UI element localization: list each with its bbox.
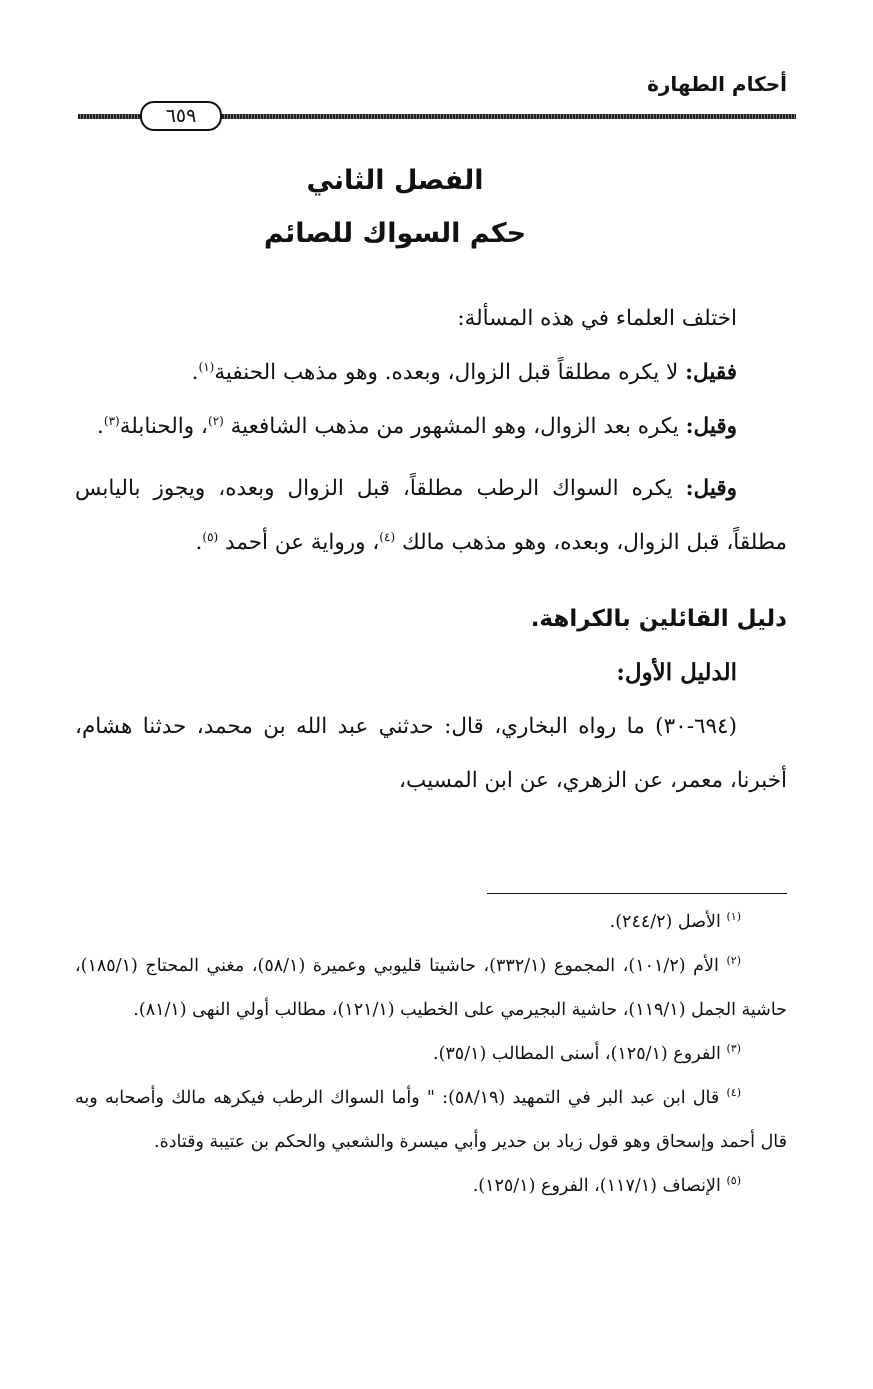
intro-paragraph: اختلف العلماء في هذه المسألة:: [457, 306, 737, 331]
opinion-paragraph: [75, 346, 787, 400]
footnote: [75, 944, 787, 1032]
footnote: [75, 1164, 787, 1208]
opinion-lead: وقيل:: [685, 476, 737, 501]
footnote-number: (١): [726, 910, 741, 924]
hadith-paragraph: (٦٩٤-٣٠) ما رواه البخاري، قال: حدثني عبد الله بن محمد، حدثنا هشام، أخبرنا، معمر، عن الزهري، عن ابن المسيب،: [75, 714, 787, 793]
footnote-text: الإنصاف (١١٧/١)، الفروع (١٢٥/١).: [472, 1176, 721, 1196]
footnote-ref[interactable]: (٣): [103, 413, 120, 428]
opinion-paragraph: [75, 462, 787, 570]
footnotes: [75, 900, 787, 1208]
opinion-text: يكره السواك الرطب مطلقاً، قبل الزوال وبعده، ويجوز باليابس مطلقاً، قبل الزوال، وبعده، وهو مذهب مالك: [75, 476, 787, 555]
section-heading: دليل القائلين بالكراهة.: [530, 606, 787, 632]
footnote-ref[interactable]: (٤): [379, 529, 396, 544]
footnote-ref[interactable]: (٥): [202, 529, 219, 544]
footnote-number: (٤): [726, 1086, 741, 1100]
opinion-tail: .: [195, 530, 203, 555]
running-title: أحكام الطهارة: [647, 72, 787, 96]
body-text: [75, 292, 787, 808]
footnote-text: الأصل (٢٤٤/٢).: [609, 912, 721, 932]
opinion-lead: فقيل:: [685, 360, 737, 385]
footnote-number: (٥): [726, 1174, 741, 1188]
opinion-lead: وقيل:: [685, 414, 737, 439]
subheading: الدليل الأول:: [616, 659, 737, 686]
opinion-text: يكره بعد الزوال، وهو المشهور من مذهب الشافعية: [223, 414, 686, 439]
footnote: [75, 1076, 787, 1164]
chapter-title: حكم السواك للصائم: [263, 218, 527, 249]
footnote-rule: [487, 893, 787, 894]
footnote-number: (٣): [726, 1042, 741, 1056]
chapter-label: الفصل الثاني: [306, 165, 484, 196]
footnote-text: الفروع (١٢٥/١)، أسنى المطالب (٣٥/١).: [433, 1044, 721, 1064]
footnote: [75, 1032, 787, 1076]
footnote-text: قال ابن عبد البر في التمهيد (٥٨/١٩): " وأما السواك الرطب فيكرهه مالك وأصحابه وبه قال أحمد وإسحاق وهو قول زياد بن حدير وأبي ميسرة والشعبي والحكم بن عتيبة وقتادة.: [75, 1088, 787, 1152]
footnote-number: (٢): [726, 954, 741, 968]
opinion-text: لا يكره مطلقاً قبل الزوال، وبعده. وهو مذهب الحنفية: [214, 360, 686, 385]
opinion-mid: ، والحنابلة: [119, 414, 208, 439]
footnote: [75, 900, 787, 944]
page-number: ٦٥٩: [140, 101, 222, 131]
opinion-tail: .: [97, 414, 104, 439]
opinion-tail: .: [191, 360, 199, 385]
opinion-mid: ، ورواية عن أحمد: [218, 530, 380, 555]
footnote-text: الأم (١٠١/٢)، المجموع (٣٣٢/١)، حاشيتا قليوبي وعميرة (٥٨/١)، مغني المحتاج (١٨٥/١)، حاشية الجمل (١١٩/١)، حاشية البجيرمي على الخطيب (١٢١/١)، مطالب أولي النهى (٨١/١).: [75, 956, 787, 1020]
footnote-ref[interactable]: (١): [198, 359, 215, 374]
footnote-ref[interactable]: (٢): [207, 413, 224, 428]
opinion-paragraph: [75, 400, 787, 454]
